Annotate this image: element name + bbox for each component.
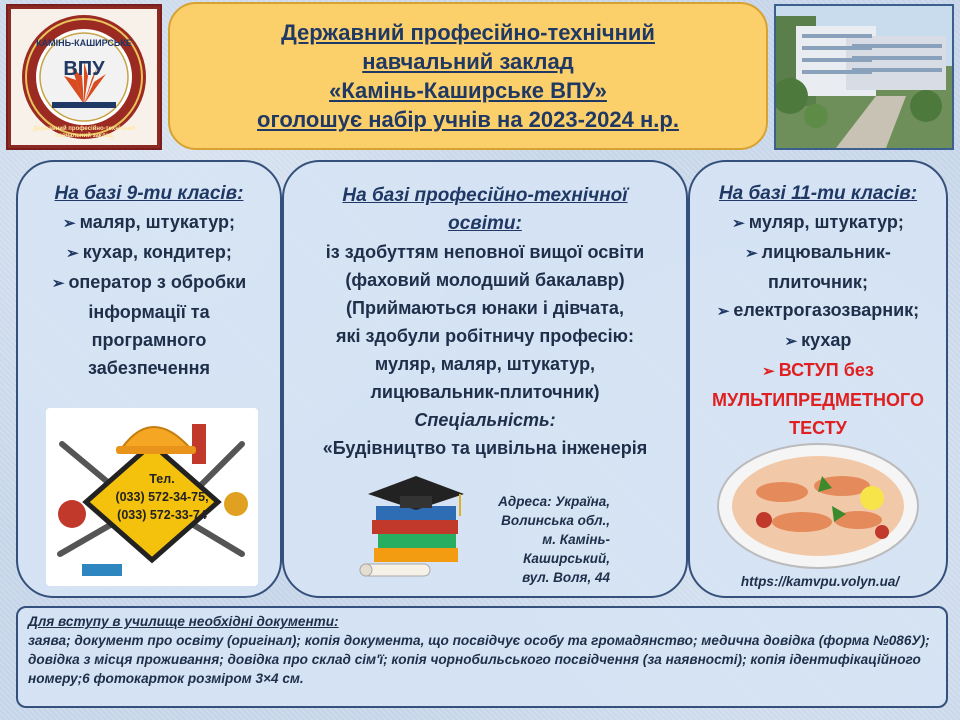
- college-photo: [774, 4, 954, 150]
- address-line-2: Волинська обл.,: [501, 513, 610, 528]
- banner-line-2: навчальний заклад: [362, 49, 574, 74]
- arrow-icon: ➢: [716, 303, 730, 320]
- right-item-3: ➢ електрогазозварник;: [716, 300, 920, 320]
- arrow-icon: ➢: [66, 245, 79, 262]
- middle-heading: На базі професійно-технічної освіти:: [342, 185, 628, 234]
- middle-line-4: які здобули робітничу професію:: [336, 326, 634, 346]
- food-platter-icon: [712, 436, 924, 572]
- address-line-4: Каширський,: [523, 551, 610, 566]
- banner-line-4: оголошує набір учнів на 2023-2024 н.р.: [257, 107, 679, 132]
- address-line-1: Адреса: Україна,: [498, 494, 610, 509]
- right-item-4: ➢ кухар: [784, 330, 852, 350]
- left-heading: На базі 9-ти класів:: [54, 183, 244, 204]
- specialty-label: Спеціальність:: [414, 410, 556, 430]
- middle-line-5: муляр, маляр, штукатур,: [374, 354, 596, 374]
- middle-line-6: лицювальник-плиточник): [370, 382, 600, 402]
- right-highlight-3: ТЕСТУ: [789, 418, 847, 438]
- documents-body: заява; документ про освіту (оригінал); копія документа, що посвідчує особу та громадянство; медична довідка (форма №086У); довідка з місця проживання; довідка про склад сім'ї; копія чорнобильського посвідчення (за наявності); копія ідентифікаційного номеру;6 фотокарток розміром 3×4 см.: [28, 633, 930, 686]
- arrow-icon: ➢: [784, 333, 798, 350]
- right-item-2: ➢ лицювальник-плиточник;: [745, 242, 891, 292]
- banner-line-1: Державний професійно-технічний: [281, 20, 655, 45]
- banner-line-3: «Камінь-Каширське ВПУ»: [329, 78, 607, 103]
- documents-title: Для вступу в училище необхідні документи:: [28, 614, 339, 629]
- right-highlight-1: ➢ ВСТУП без: [762, 360, 874, 380]
- address-block: [470, 492, 610, 587]
- college-building-icon: [776, 6, 952, 148]
- left-item-2: ➢ кухар, кондитер;: [66, 242, 232, 262]
- middle-line-3: (Приймаються юнаки і дівчата,: [346, 298, 624, 318]
- logo-ring-text: Державний професійно-технічний навчальний заклад: [33, 126, 135, 139]
- address-line-5: вул. Воля, 44: [522, 570, 610, 585]
- arrow-icon: ➢: [745, 245, 758, 262]
- middle-line-1: із здобуттям неповної вищої освіти: [325, 242, 645, 262]
- phone-2: (033) 572-33-74: [117, 508, 207, 522]
- logo-name: КАМІНЬ-КАШИРСЬКЕ: [36, 38, 132, 48]
- right-highlight-2: МУЛЬТИПРЕДМЕТНОГО: [712, 390, 924, 410]
- arrow-icon: ➢: [732, 215, 745, 232]
- specialty-value: «Будівництво та цивільна інженерія: [322, 438, 648, 458]
- phone-block: [92, 470, 232, 524]
- left-item-1: ➢ маляр, штукатур;: [63, 212, 235, 232]
- right-item-1: ➢ муляр, штукатур;: [732, 212, 904, 232]
- phone-1: (033) 572-34-75,: [115, 490, 209, 504]
- middle-line-2: (фаховий молодший бакалавр): [345, 270, 625, 290]
- address-line-3: м. Камінь-: [542, 532, 610, 547]
- left-item-3: ➢ оператор з обробки інформації та програмного забезпечення: [51, 272, 247, 378]
- title-banner: [168, 2, 768, 150]
- right-heading: На базі 11-ти класів:: [718, 183, 918, 204]
- college-logo: [6, 4, 162, 150]
- arrow-icon: ➢: [762, 363, 775, 380]
- logo-abbr: ВПУ: [63, 58, 105, 80]
- phone-label: Тел.: [149, 472, 175, 486]
- graduation-books-icon: [356, 472, 476, 582]
- website-link[interactable]: https://kamvpu.volyn.ua/: [740, 574, 900, 589]
- arrow-icon: ➢: [51, 275, 65, 292]
- documents-box: [16, 606, 948, 708]
- arrow-icon: ➢: [63, 215, 76, 232]
